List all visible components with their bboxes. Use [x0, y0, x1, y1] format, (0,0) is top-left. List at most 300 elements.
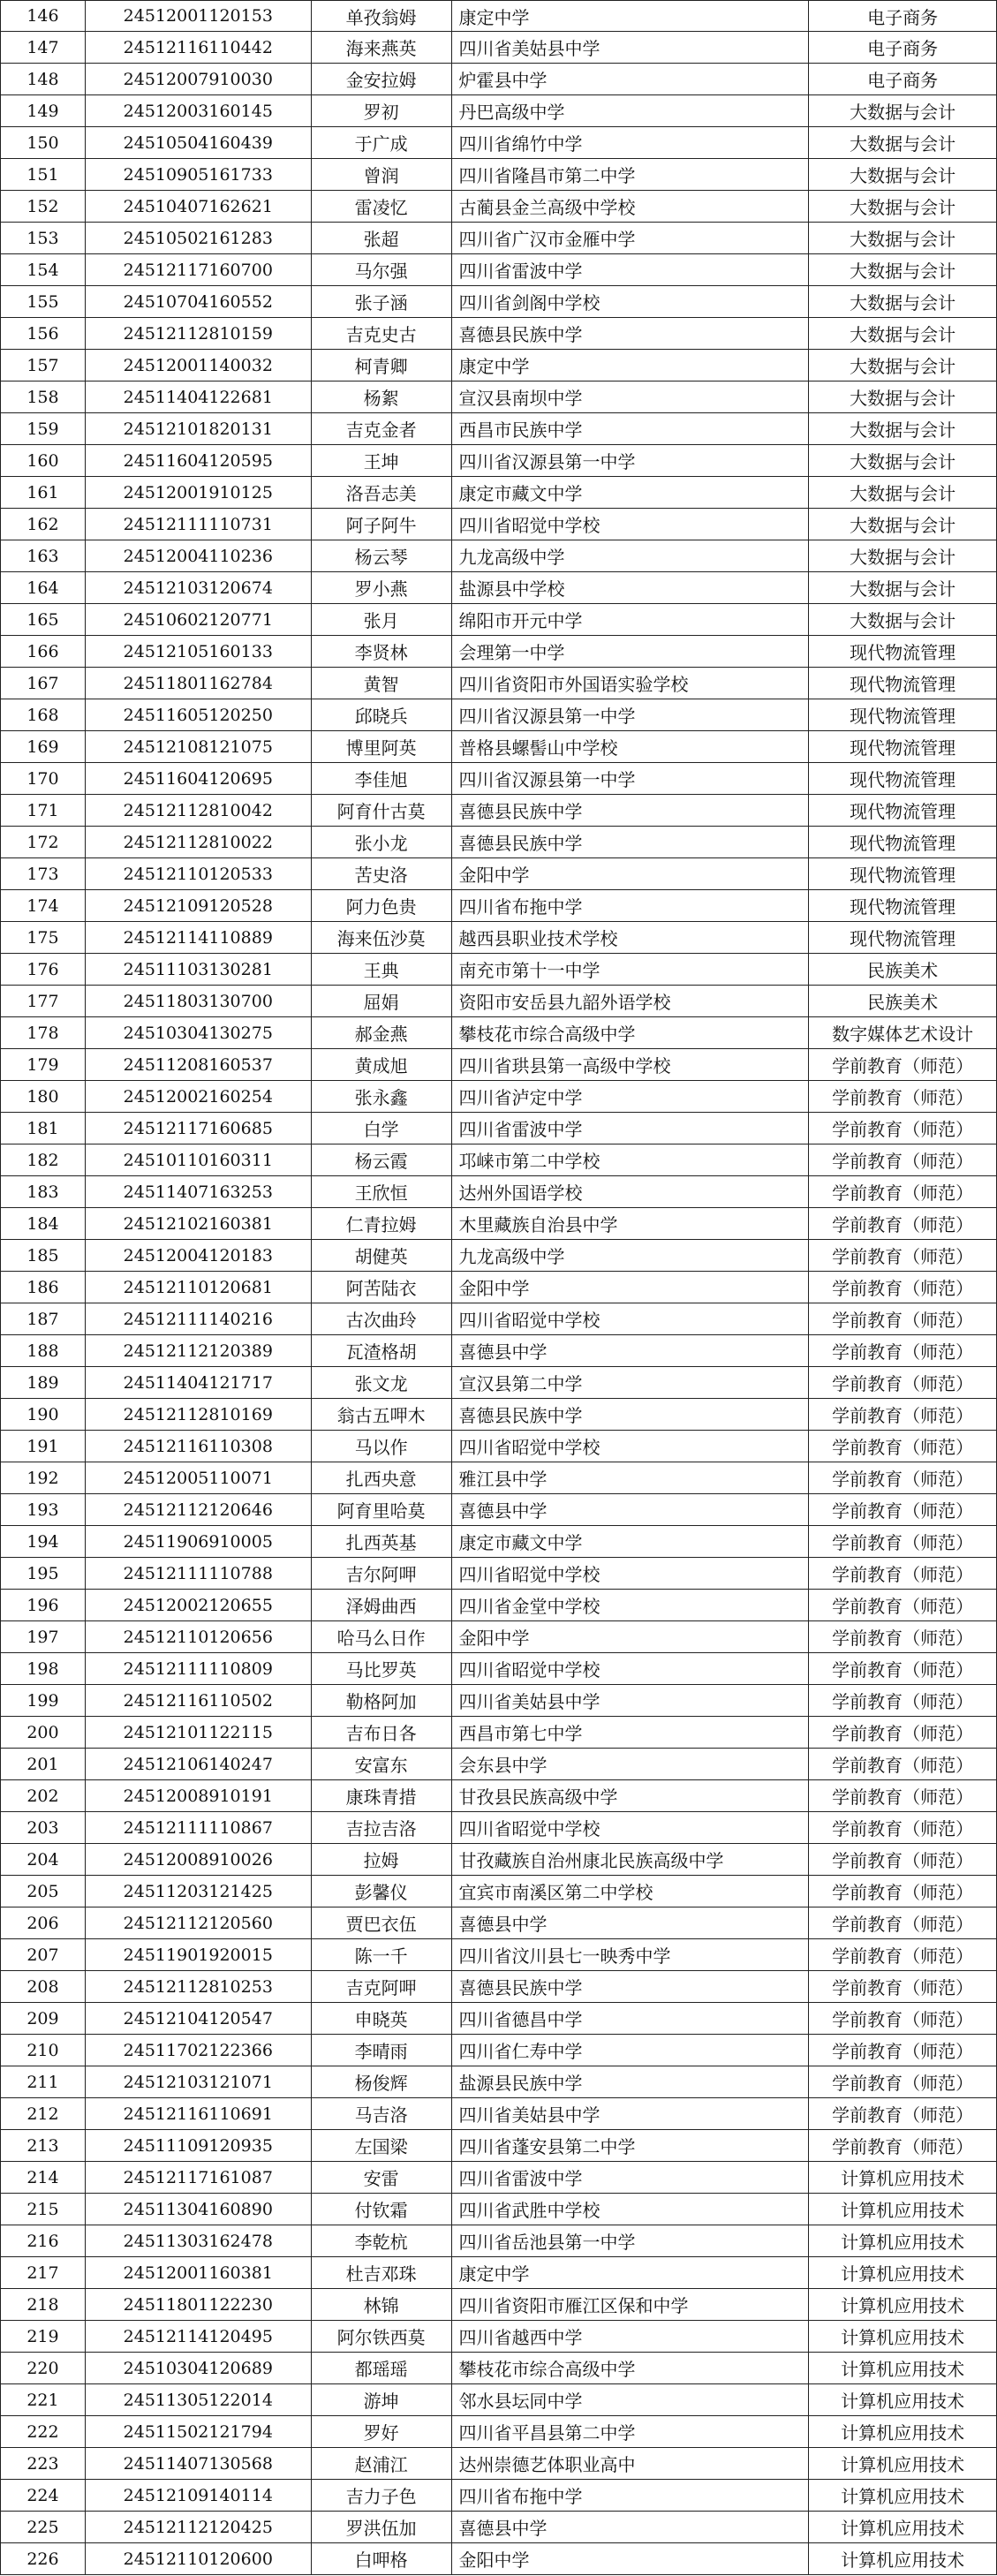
exam-id: 24512008910026	[86, 1844, 312, 1875]
student-name: 陈一千	[312, 1939, 452, 1970]
major-name: 现代物流管理	[809, 731, 997, 762]
row-number: 197	[1, 1621, 86, 1652]
school-name: 四川省昭觉中学校	[452, 1812, 810, 1843]
row-number: 217	[1, 2257, 86, 2288]
row-number: 164	[1, 572, 86, 603]
table-row	[0, 1144, 997, 1176]
major-name: 学前教育（师范）	[809, 1494, 997, 1525]
row-number: 218	[1, 2289, 86, 2320]
table-row	[0, 381, 997, 413]
row-number: 180	[1, 1081, 86, 1112]
major-name: 学前教育（师范）	[809, 1208, 997, 1239]
major-name: 计算机应用技术	[809, 2257, 997, 2288]
student-name: 单孜翁姆	[312, 1, 452, 31]
row-number: 168	[1, 699, 86, 730]
student-name: 古次曲玲	[312, 1303, 452, 1334]
major-name: 学前教育（师范）	[809, 1939, 997, 1970]
student-name: 扎西英基	[312, 1526, 452, 1557]
row-number: 192	[1, 1462, 86, 1493]
student-name: 吉拉吉洛	[312, 1812, 452, 1843]
major-name: 大数据与会计	[809, 540, 997, 571]
major-name: 计算机应用技术	[809, 2512, 997, 2542]
school-name: 九龙高级中学	[452, 1240, 810, 1271]
school-name: 西昌市民族中学	[452, 413, 810, 444]
table-row	[0, 1494, 997, 1526]
row-number: 154	[1, 254, 86, 285]
table-row	[0, 223, 997, 254]
school-name: 四川省布拖中学	[452, 2480, 810, 2511]
table-row	[0, 1780, 997, 1812]
school-name: 四川省昭觉中学校	[452, 1431, 810, 1462]
school-name: 会理第一中学	[452, 636, 810, 667]
student-name: 贾巴衣伍	[312, 1907, 452, 1938]
exam-id: 24510504160439	[86, 127, 312, 158]
major-name: 学前教育（师范）	[809, 1176, 997, 1207]
table-row	[0, 1367, 997, 1399]
student-name: 罗好	[312, 2416, 452, 2447]
table-row	[0, 1653, 997, 1685]
exam-id: 24512002160254	[86, 1081, 312, 1112]
row-number: 204	[1, 1844, 86, 1875]
exam-id: 24512001160381	[86, 2257, 312, 2288]
student-name: 张月	[312, 604, 452, 635]
major-name: 计算机应用技术	[809, 2162, 997, 2193]
major-name: 学前教育（师范）	[809, 1685, 997, 1716]
table-row	[0, 509, 997, 540]
school-name: 喜德县民族中学	[452, 795, 810, 826]
row-number: 156	[1, 318, 86, 349]
student-name: 翁古五呷木	[312, 1399, 452, 1430]
exam-id: 24512004110236	[86, 540, 312, 571]
school-name: 四川省雷波中学	[452, 2162, 810, 2193]
major-name: 大数据与会计	[809, 223, 997, 253]
school-name: 四川省汉源县第一中学	[452, 699, 810, 730]
exam-id: 24510304120689	[86, 2353, 312, 2383]
exam-id: 24512102160381	[86, 1208, 312, 1239]
exam-id: 24512104120547	[86, 2003, 312, 2034]
exam-id: 24511801122230	[86, 2289, 312, 2320]
school-name: 四川省昭觉中学校	[452, 1303, 810, 1334]
school-name: 四川省德昌中学	[452, 2003, 810, 2034]
row-number: 165	[1, 604, 86, 635]
student-name: 罗初	[312, 95, 452, 126]
student-name: 王典	[312, 954, 452, 985]
major-name: 民族美术	[809, 986, 997, 1016]
exam-id: 24512103120674	[86, 572, 312, 603]
student-name: 海来燕英	[312, 32, 452, 63]
major-name: 大数据与会计	[809, 509, 997, 540]
table-row	[0, 1176, 997, 1208]
school-name: 喜德县民族中学	[452, 1971, 810, 2002]
table-row	[0, 159, 997, 191]
school-name: 四川省昭觉中学校	[452, 1558, 810, 1589]
row-number: 195	[1, 1558, 86, 1589]
major-name: 现代物流管理	[809, 795, 997, 826]
exam-id: 24512110120656	[86, 1621, 312, 1652]
exam-id: 24512108121075	[86, 731, 312, 762]
table-row	[0, 572, 997, 604]
student-name: 阿尔铁西莫	[312, 2321, 452, 2352]
student-name: 张小龙	[312, 827, 452, 857]
major-name: 现代物流管理	[809, 636, 997, 667]
school-name: 宣汉县第二中学	[452, 1367, 810, 1398]
row-number: 152	[1, 191, 86, 222]
table-row	[0, 350, 997, 381]
exam-id: 24512116110308	[86, 1431, 312, 1462]
school-name: 四川省仁寿中学	[452, 2035, 810, 2066]
school-name: 南充市第十一中学	[452, 954, 810, 985]
major-name: 大数据与会计	[809, 381, 997, 412]
student-name: 张超	[312, 223, 452, 253]
table-row	[0, 413, 997, 445]
student-name: 都瑶瑶	[312, 2353, 452, 2383]
exam-id: 24512005110071	[86, 1462, 312, 1493]
student-name: 吉克阿呷	[312, 1971, 452, 2002]
major-name: 计算机应用技术	[809, 2480, 997, 2511]
table-row	[0, 604, 997, 636]
table-row	[0, 1812, 997, 1844]
major-name: 学前教育（师范）	[809, 1526, 997, 1557]
exam-id: 24512111110731	[86, 509, 312, 540]
table-row	[0, 1081, 997, 1113]
student-name: 于广成	[312, 127, 452, 158]
school-name: 康定中学	[452, 350, 810, 381]
table-row	[0, 1240, 997, 1272]
row-number: 170	[1, 763, 86, 794]
school-name: 普格县螺髻山中学校	[452, 731, 810, 762]
row-number: 201	[1, 1749, 86, 1779]
student-name: 阿苦陆衣	[312, 1272, 452, 1303]
school-name: 四川省布拖中学	[452, 890, 810, 921]
row-number: 226	[1, 2543, 86, 2574]
school-name: 四川省资阳市外国语实验学校	[452, 668, 810, 699]
major-name: 学前教育（师范）	[809, 1907, 997, 1938]
table-row	[0, 1685, 997, 1717]
exam-id: 24512001120153	[86, 1, 312, 31]
major-name: 计算机应用技术	[809, 2194, 997, 2225]
row-number: 181	[1, 1113, 86, 1144]
school-name: 四川省蓬安县第二中学	[452, 2130, 810, 2161]
table-row	[0, 986, 997, 1017]
major-name: 大数据与会计	[809, 318, 997, 349]
table-row	[0, 2066, 997, 2098]
row-number: 220	[1, 2353, 86, 2383]
major-name: 大数据与会计	[809, 445, 997, 476]
school-name: 四川省广汉市金雁中学	[452, 223, 810, 253]
table-row	[0, 1526, 997, 1558]
major-name: 学前教育（师范）	[809, 1717, 997, 1748]
school-name: 喜德县中学	[452, 1907, 810, 1938]
row-number: 190	[1, 1399, 86, 1430]
school-name: 四川省泸定中学	[452, 1081, 810, 1112]
exam-id: 24512112810159	[86, 318, 312, 349]
school-name: 盐源县民族中学	[452, 2066, 810, 2097]
student-name: 林锦	[312, 2289, 452, 2320]
school-name: 喜德县民族中学	[452, 318, 810, 349]
table-row	[0, 2225, 997, 2257]
exam-id: 24512111110788	[86, 1558, 312, 1589]
row-number: 202	[1, 1780, 86, 1811]
school-name: 金阳中学	[452, 1272, 810, 1303]
row-number: 207	[1, 1939, 86, 1970]
student-name: 杜吉邓珠	[312, 2257, 452, 2288]
table-row	[0, 1749, 997, 1780]
row-number: 175	[1, 922, 86, 953]
major-name: 学前教育（师范）	[809, 1462, 997, 1493]
row-number: 183	[1, 1176, 86, 1207]
exam-id: 24512004120183	[86, 1240, 312, 1271]
school-name: 四川省珙县第一高级中学校	[452, 1049, 810, 1080]
row-number: 163	[1, 540, 86, 571]
school-name: 四川省汉源县第一中学	[452, 445, 810, 476]
major-name: 大数据与会计	[809, 191, 997, 222]
row-number: 213	[1, 2130, 86, 2161]
school-name: 四川省岳池县第一中学	[452, 2225, 810, 2256]
major-name: 学前教育（师范）	[809, 1431, 997, 1462]
exam-id: 24512117161087	[86, 2162, 312, 2193]
exam-id: 24511303162478	[86, 2225, 312, 2256]
student-name: 吉力子色	[312, 2480, 452, 2511]
school-name: 喜德县中学	[452, 1335, 810, 1366]
exam-id: 24512008910191	[86, 1780, 312, 1811]
school-name: 宜宾市南溪区第二中学校	[452, 1876, 810, 1907]
exam-id: 24512111110809	[86, 1653, 312, 1684]
table-row	[0, 2035, 997, 2066]
row-number: 174	[1, 890, 86, 921]
school-name: 四川省美姑县中学	[452, 32, 810, 63]
exam-id: 24511404122681	[86, 381, 312, 412]
exam-id: 24511702122366	[86, 2035, 312, 2066]
exam-id: 24512112810042	[86, 795, 312, 826]
table-row	[0, 1303, 997, 1335]
major-name: 学前教育（师范）	[809, 1399, 997, 1430]
student-name: 海来伍沙莫	[312, 922, 452, 953]
student-name: 杨俊辉	[312, 2066, 452, 2097]
table-row	[0, 922, 997, 954]
school-name: 会东县中学	[452, 1749, 810, 1779]
major-name: 学前教育（师范）	[809, 2066, 997, 2097]
row-number: 179	[1, 1049, 86, 1080]
row-number: 206	[1, 1907, 86, 1938]
row-number: 177	[1, 986, 86, 1016]
row-number: 169	[1, 731, 86, 762]
row-number: 205	[1, 1876, 86, 1907]
exam-id: 24512110120600	[86, 2543, 312, 2574]
row-number: 184	[1, 1208, 86, 1239]
table-row	[0, 540, 997, 572]
major-name: 学前教育（师范）	[809, 1144, 997, 1175]
row-number: 188	[1, 1335, 86, 1366]
exam-id: 24510304130275	[86, 1017, 312, 1048]
exam-id: 24512101122115	[86, 1717, 312, 1748]
row-number: 224	[1, 2480, 86, 2511]
major-name: 学前教育（师范）	[809, 1780, 997, 1811]
table-row	[0, 1876, 997, 1907]
student-name: 哈马么日作	[312, 1621, 452, 1652]
student-name: 杨云霞	[312, 1144, 452, 1175]
major-name: 学前教育（师范）	[809, 1240, 997, 1271]
exam-id: 24510905161733	[86, 159, 312, 190]
table-row	[0, 954, 997, 986]
major-name: 数字媒体艺术设计	[809, 1017, 997, 1048]
table-row	[0, 1971, 997, 2003]
major-name: 学前教育（师范）	[809, 1653, 997, 1684]
major-name: 大数据与会计	[809, 350, 997, 381]
student-name: 李贤林	[312, 636, 452, 667]
table-row	[0, 286, 997, 318]
row-number: 189	[1, 1367, 86, 1398]
school-name: 甘孜县民族高级中学	[452, 1780, 810, 1811]
row-number: 146	[1, 1, 86, 31]
student-name: 邱晓兵	[312, 699, 452, 730]
major-name: 计算机应用技术	[809, 2543, 997, 2574]
student-name: 杨絮	[312, 381, 452, 412]
student-name: 吉尔阿呷	[312, 1558, 452, 1589]
exam-id: 24512111140216	[86, 1303, 312, 1334]
exam-id: 24510704160552	[86, 286, 312, 317]
student-name: 王欣恒	[312, 1176, 452, 1207]
major-name: 学前教育（师范）	[809, 1081, 997, 1112]
table-row	[0, 1113, 997, 1144]
table-row	[0, 2003, 997, 2035]
student-name: 康珠青措	[312, 1780, 452, 1811]
exam-id: 24512112810022	[86, 827, 312, 857]
major-name: 电子商务	[809, 32, 997, 63]
major-name: 大数据与会计	[809, 95, 997, 126]
student-name: 吉克金者	[312, 413, 452, 444]
exam-id: 24511407163253	[86, 1176, 312, 1207]
student-name: 博里阿英	[312, 731, 452, 762]
school-name: 四川省越西中学	[452, 2321, 810, 2352]
table-row	[0, 1907, 997, 1939]
major-name: 大数据与会计	[809, 604, 997, 635]
school-name: 喜德县中学	[452, 1494, 810, 1525]
table-row	[0, 1399, 997, 1431]
major-name: 学前教育（师范）	[809, 2098, 997, 2129]
table-row	[0, 795, 997, 827]
row-number: 209	[1, 2003, 86, 2034]
exam-id: 24510407162621	[86, 191, 312, 222]
exam-id: 24511901920015	[86, 1939, 312, 1970]
student-name: 黄成旭	[312, 1049, 452, 1080]
row-number: 149	[1, 95, 86, 126]
table-row	[0, 2289, 997, 2321]
major-name: 学前教育（师范）	[809, 1335, 997, 1366]
school-name: 四川省资阳市雁江区保和中学	[452, 2289, 810, 2320]
major-name: 现代物流管理	[809, 827, 997, 857]
exam-id: 24512101820131	[86, 413, 312, 444]
student-name: 马尔强	[312, 254, 452, 285]
exam-id: 24511801162784	[86, 668, 312, 699]
student-name: 仁青拉姆	[312, 1208, 452, 1239]
major-name: 学前教育（师范）	[809, 1844, 997, 1875]
exam-id: 24510502161283	[86, 223, 312, 253]
school-name: 绵阳市开元中学	[452, 604, 810, 635]
exam-id: 24512110120533	[86, 858, 312, 889]
major-name: 现代物流管理	[809, 763, 997, 794]
student-name: 柯青卿	[312, 350, 452, 381]
student-name: 阿育什古莫	[312, 795, 452, 826]
row-number: 150	[1, 127, 86, 158]
table-row	[0, 1272, 997, 1303]
major-name: 现代物流管理	[809, 668, 997, 699]
student-name: 阿力色贵	[312, 890, 452, 921]
school-name: 攀枝花市综合高级中学	[452, 2353, 810, 2383]
student-name: 李佳旭	[312, 763, 452, 794]
school-name: 四川省武胜中学校	[452, 2194, 810, 2225]
student-name: 付钦霜	[312, 2194, 452, 2225]
school-name: 木里藏族自治县中学	[452, 1208, 810, 1239]
table-row	[0, 890, 997, 922]
table-row	[0, 445, 997, 477]
major-name: 现代物流管理	[809, 890, 997, 921]
school-name: 雅江县中学	[452, 1462, 810, 1493]
school-name: 越西县职业技术学校	[452, 922, 810, 953]
table-row	[0, 699, 997, 731]
table-row	[0, 827, 997, 858]
school-name: 邻水县坛同中学	[452, 2384, 810, 2415]
school-name: 四川省美姑县中学	[452, 1685, 810, 1716]
major-name: 学前教育（师范）	[809, 1049, 997, 1080]
student-name: 张永鑫	[312, 1081, 452, 1112]
school-name: 康定中学	[452, 2257, 810, 2288]
table-row	[0, 477, 997, 509]
table-row	[0, 32, 997, 64]
major-name: 学前教育（师范）	[809, 2003, 997, 2034]
major-name: 现代物流管理	[809, 699, 997, 730]
row-number: 194	[1, 1526, 86, 1557]
major-name: 现代物流管理	[809, 922, 997, 953]
row-number: 223	[1, 2448, 86, 2479]
row-number: 219	[1, 2321, 86, 2352]
student-name: 吉布日各	[312, 1717, 452, 1748]
exam-id: 24512112120560	[86, 1907, 312, 1938]
exam-id: 24511604120695	[86, 763, 312, 794]
row-number: 147	[1, 32, 86, 63]
exam-id: 24512002120655	[86, 1590, 312, 1620]
row-number: 199	[1, 1685, 86, 1716]
table-row	[0, 1844, 997, 1876]
student-name: 吉克史古	[312, 318, 452, 349]
school-name: 古蔺县金兰高级中学校	[452, 191, 810, 222]
major-name: 民族美术	[809, 954, 997, 985]
table-row	[0, 0, 997, 32]
exam-id: 24512110120681	[86, 1272, 312, 1303]
student-name: 马以作	[312, 1431, 452, 1462]
table-row	[0, 636, 997, 668]
exam-id: 24511605120250	[86, 699, 312, 730]
major-name: 大数据与会计	[809, 254, 997, 285]
table-row	[0, 254, 997, 286]
school-name: 四川省剑阁中学校	[452, 286, 810, 317]
school-name: 西昌市第七中学	[452, 1717, 810, 1748]
exam-id: 24512116110691	[86, 2098, 312, 2129]
school-name: 四川省雷波中学	[452, 1113, 810, 1144]
row-number: 148	[1, 64, 86, 94]
major-name: 学前教育（师范）	[809, 1367, 997, 1398]
exam-id: 24512007910030	[86, 64, 312, 94]
row-number: 172	[1, 827, 86, 857]
school-name: 四川省隆昌市第二中学	[452, 159, 810, 190]
major-name: 大数据与会计	[809, 159, 997, 190]
school-name: 康定中学	[452, 1, 810, 31]
row-number: 211	[1, 2066, 86, 2097]
student-name: 赵浦江	[312, 2448, 452, 2479]
student-name: 白学	[312, 1113, 452, 1144]
major-name: 学前教育（师范）	[809, 2130, 997, 2161]
row-number: 158	[1, 381, 86, 412]
student-name: 张子涵	[312, 286, 452, 317]
